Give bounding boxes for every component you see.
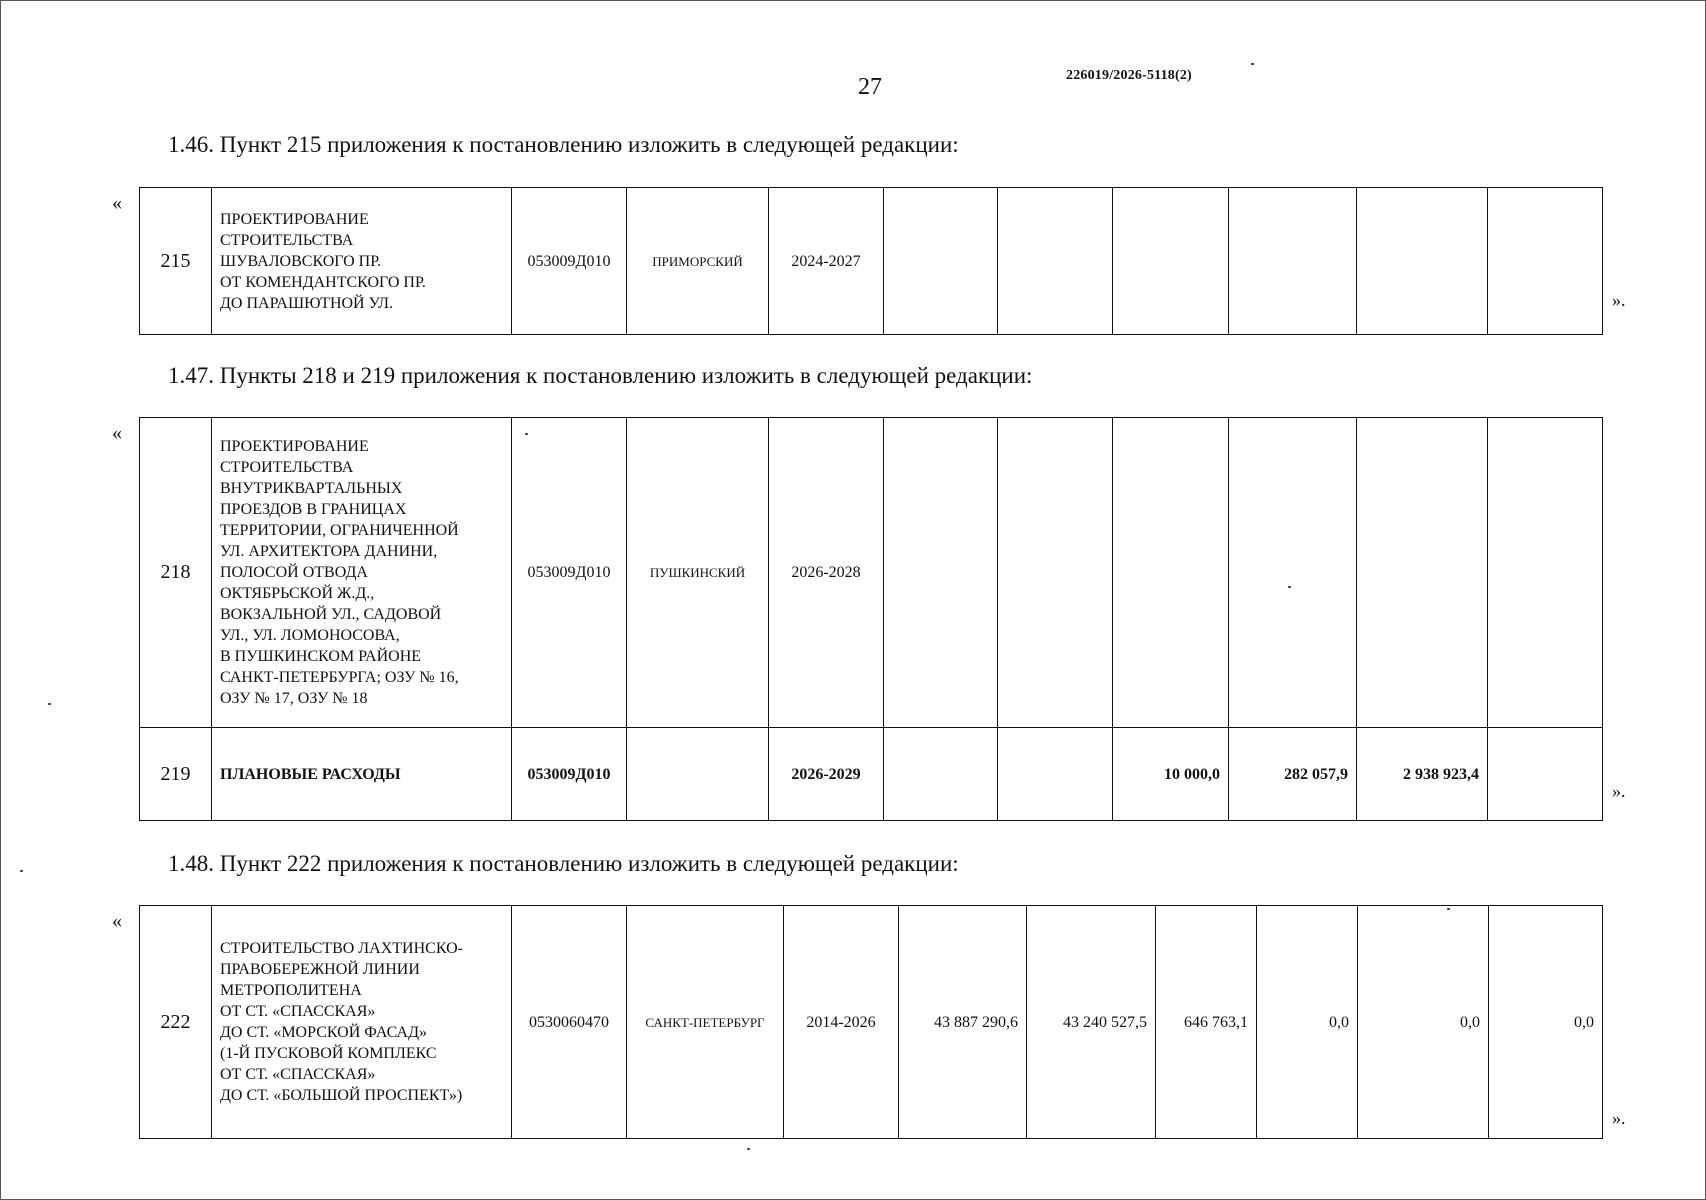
scan-speck [1288,586,1291,588]
amount-cell [1113,188,1229,335]
amount-cell [1229,418,1357,728]
name-line: ПРОЕКТИРОВАНИЕ [220,438,369,455]
period: 2026-2028 [769,418,884,728]
open-quote: « [112,192,122,214]
section-heading-1-46: 1.46. Пункт 215 приложения к постановлению изложить в следующей редакции: [168,132,959,157]
name-line: ПРАВОБЕРЕЖНОЙ ЛИНИИ [220,961,420,978]
scan-speck [20,870,23,872]
name-line: ДО СТ. «БОЛЬШОЙ ПРОСПЕКТ») [220,1087,463,1104]
amount-cell [1113,418,1229,728]
amount-cell [998,418,1113,728]
name-line: ПОЛОСОЙ ОТВОДА [220,564,368,581]
budget-code: 053009Д010 [512,188,627,335]
amount-cell [884,418,998,728]
scan-speck [747,1148,750,1150]
name-line: В ПУШКИНСКОМ РАЙОНЕ [220,648,422,665]
object-name [212,418,512,728]
amount-cell [1488,728,1603,821]
object-name [212,906,512,1139]
name-line: ДО СТ. «МОРСКОЙ ФАСАД» [220,1024,427,1041]
amount-cell [998,728,1113,821]
name-line: (1-Й ПУСКОВОЙ КОМПЛЕКС [220,1045,437,1062]
name-line: ТЕРРИТОРИИ, ОГРАНИЧЕННОЙ [220,522,459,539]
name-line: ПЛАНОВЫЕ РАСХОДЫ [220,765,401,783]
scan-speck [525,433,528,435]
name-line: ОЗУ № 17, ОЗУ № 18 [220,690,368,707]
table-row [140,188,1603,335]
row-number: 215 [140,188,212,335]
name-line: ПРОЕЗДОВ В ГРАНИЦАХ [220,501,407,518]
amount-cell: 2 938 923,4 [1357,728,1488,821]
district: ПУШКИНСКИЙ [627,418,769,728]
close-quote: ». [1612,781,1626,801]
district: ПРИМОРСКИЙ [627,188,769,335]
district [627,728,769,821]
name-line: ОКТЯБРЬСКОЙ Ж.Д., [220,585,375,602]
budget-code: 0530060470 [512,906,627,1139]
scan-speck [1251,63,1254,65]
row-number: 219 [140,728,212,821]
object-name [212,728,512,821]
name-line: ОТ КОМЕНДАНТСКОГО ПР. [220,273,426,291]
name-line: УЛ., УЛ. ЛОМОНОСОВА, [220,627,400,644]
amount-cell: 43 887 290,6 [899,906,1027,1139]
amount-cell: 0,0 [1257,906,1358,1139]
close-quote: ». [1612,290,1626,310]
amount-cell: 646 763,1 [1156,906,1257,1139]
name-line: ВОКЗАЛЬНОЙ УЛ., САДОВОЙ [220,606,442,623]
table-row [140,728,1603,821]
period: 2024-2027 [769,188,884,335]
open-quote: « [112,422,122,444]
amount-cell [884,188,998,335]
amount-cell [1229,188,1357,335]
name-line: ВНУТРИКВАРТАЛЬНЫХ [220,480,403,497]
name-line: УЛ. АРХИТЕКТОРА ДАНИНИ, [220,543,438,560]
amount-cell [884,728,998,821]
name-line: СТРОИТЕЛЬСТВА [220,231,354,249]
table-row [140,906,1603,1139]
name-line: ДО ПАРАШЮТНОЙ УЛ. [220,294,393,312]
amount-cell: 10 000,0 [1113,728,1229,821]
table-items-218-219 [139,417,1603,821]
amount-cell [1488,418,1603,728]
amount-cell: 0,0 [1489,906,1603,1139]
amount-cell: 0,0 [1358,906,1489,1139]
name-line: ШУВАЛОВСКОГО ПР. [220,252,382,270]
period: 2014-2026 [784,906,899,1139]
name-line: СТРОИТЕЛЬСТВО ЛАХТИНСКО- [220,940,463,957]
budget-code: 053009Д010 [512,418,627,728]
name-line: МЕТРОПОЛИТЕНА [220,982,362,999]
name-line: ОТ СТ. «СПАССКАЯ» [220,1003,376,1020]
amount-cell [1357,188,1488,335]
section-heading-1-48: 1.48. Пункт 222 приложения к постановлению изложить в следующей редакции: [168,851,959,876]
district: САНКТ-ПЕТЕРБУРГ [627,906,784,1139]
document-reference: 226019/2026-5118(2) [1066,68,1192,83]
amount-cell [998,188,1113,335]
name-line: СТРОИТЕЛЬСТВА [220,459,354,476]
table-item-222 [139,905,1603,1139]
amount-cell: 282 057,9 [1229,728,1357,821]
close-quote: ». [1612,1108,1626,1128]
table-item-215 [139,187,1603,335]
name-line: САНКТ-ПЕТЕРБУРГА; ОЗУ № 16, [220,669,459,686]
page-number: 27 [858,74,882,100]
amount-cell [1357,418,1488,728]
row-number: 222 [140,906,212,1139]
scan-speck [1447,908,1450,910]
period: 2026-2029 [769,728,884,821]
section-heading-1-47: 1.47. Пункты 218 и 219 приложения к постановлению изложить в следующей редакции: [168,363,1033,388]
budget-code: 053009Д010 [512,728,627,821]
amount-cell: 43 240 527,5 [1027,906,1156,1139]
row-number: 218 [140,418,212,728]
object-name [212,188,512,335]
amount-cell [1488,188,1603,335]
name-line: ОТ СТ. «СПАССКАЯ» [220,1066,376,1083]
open-quote: « [112,910,122,932]
scan-speck [48,703,51,705]
name-line: ПРОЕКТИРОВАНИЕ [220,210,369,228]
table-row [140,418,1603,728]
